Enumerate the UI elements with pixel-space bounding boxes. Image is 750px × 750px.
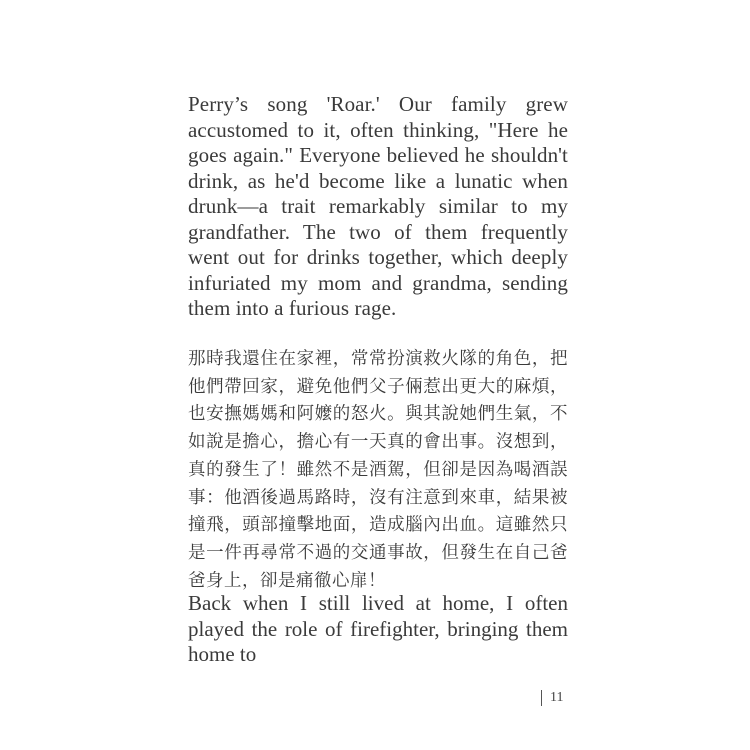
chinese-paragraph: 那時我還住在家裡，常常扮演救火隊的角色，把他們帶回家，避免他們父子倆惹出更大的麻煩，也安撫媽媽和阿嬤的怒火。與其說她們生氣，不如說是擔心，擔心有一天真的會出事。沒想到，真的發生了！雖然不是酒駕，但卻是因為喝酒誤事：他酒後過馬路時，沒有注意到來車，結果被撞飛，頭部撞擊地面，造成腦內出血。這雖然只是一件再尋常不過的交通事故，但發生在自己爸爸身上，卻是痛徹心扉！: [188, 349, 568, 591]
page-number: [541, 689, 563, 707]
english-paragraph-1: Perry’s song 'Roar.' Our family grew accustomed to it, often thinking, "Here he goes again." Everyone believed he shouldn't drink, as he'd become like a lunatic when drunk—a trait remarkably similar to my grandfather. The two of them frequently went out for drinks together, which deeply infuriated my mom and grandma, sending them into a furious rage.: [188, 92, 568, 320]
english-paragraph-2: Back when I still lived at home, I often played the role of firefighter, bringing them home to: [188, 591, 568, 666]
page-number-text: 11: [550, 690, 564, 705]
page-number-divider: [541, 690, 542, 706]
